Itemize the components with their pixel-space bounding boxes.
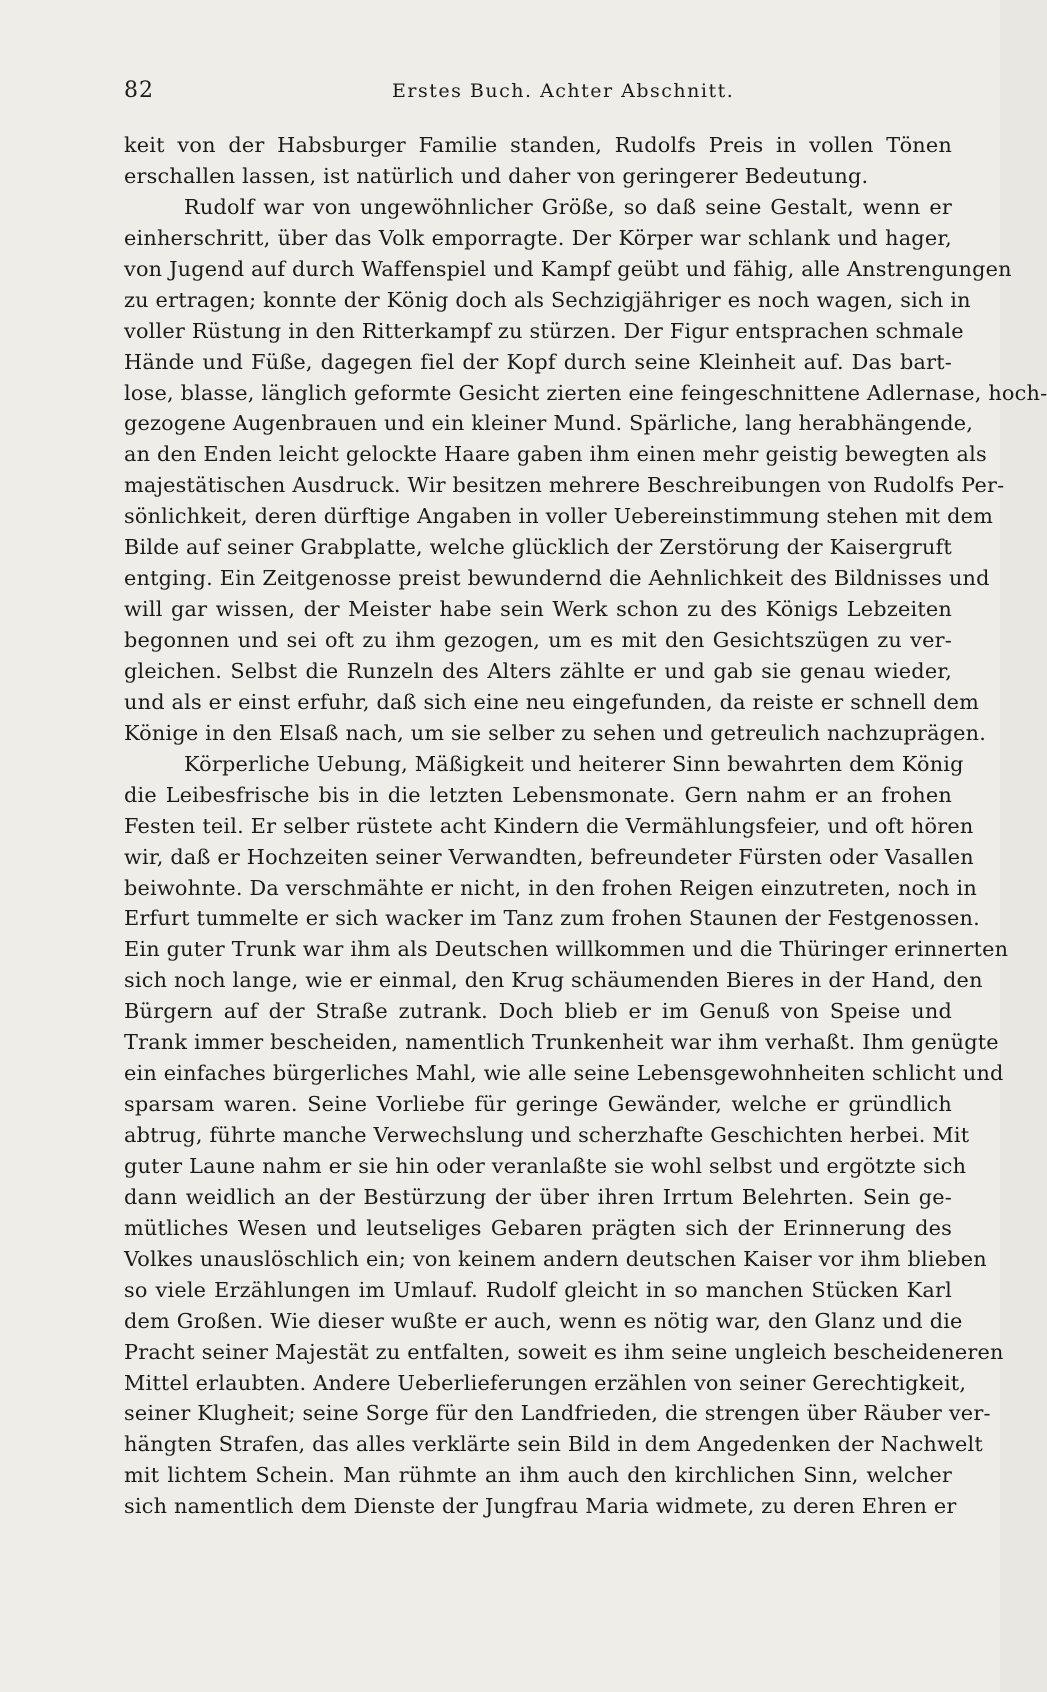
text-line: entging. Ein Zeitgenosse preist bewundernd die Aehnlichkeit des Bildnisses und [124,566,990,591]
text-line: sönlichkeit, deren dürftige Angaben in voller Uebereinstimmung stehen mit dem [124,504,994,529]
text-line: Trank immer bescheiden, namentlich Trunkenheit war ihm verhaßt. Ihm genügte [124,1030,999,1055]
text-line: lose, blasse, länglich geformte Gesicht zierten eine feingeschnittene Adlernase, hoch- [124,380,1047,405]
text-line: Erfurt tummelte er sich wacker im Tanz zum frohen Staunen der Festgenossen. [124,906,980,931]
running-head: Erstes Buch. Achter Abschnitt. [392,80,735,102]
text-line: sparsam waren. Seine Vorliebe für geringe Gewänder, welche er gründlich [124,1092,952,1117]
text-line: und als er einst erfuhr, daß sich eine neu eingefunden, da reiste er schnell dem [124,689,980,714]
body-text [124,130,1047,1522]
text-line: dann weidlich an der Bestürzung der über ihren Irrtum Belehrten. Sein ge- [124,1184,952,1209]
text-line: Pracht seiner Majestät zu entfalten, soweit es ihm seine ungleich bescheideneren [124,1339,1004,1364]
text-line: Körperliche Uebung, Mäßigkeit und heiterer Sinn bewahrten dem König [184,751,964,776]
text-line: von Jugend auf durch Waffenspiel und Kampf geübt und fähig, alle Anstrengungen [124,256,1012,281]
text-line: abtrug, führte manche Verwechslung und scherzhafte Geschichten herbei. Mit [124,1123,970,1147]
text-line: guter Laune nahm er sie hin oder veranlaßte sie wohl selbst und ergötzte sich [124,1153,967,1178]
text-line: sich namentlich dem Dienste der Jungfrau Maria widmete, zu deren Ehren er [124,1494,957,1519]
text-line: Hände und Füße, dagegen fiel der Kopf durch seine Kleinheit auf. Das bart- [124,349,952,374]
text-line: dem Großen. Wie dieser wußte er auch, wenn es nötig war, den Glanz und die [124,1308,963,1333]
text-line: majestätischen Ausdruck. Wir besitzen mehrere Beschreibungen von Rudolfs Per- [124,473,1005,498]
text-line: begonnen und sei oft zu ihm gezogen, um es mit den Gesichtszügen zu ver- [124,628,952,652]
text-line: an den Enden leicht gelockte Haare gaben ihm einen mehr geistig bewegten als [124,442,987,467]
text-line: will gar wissen, der Meister habe sein Werk schon zu des Königs Lebzeiten [124,597,952,622]
text-line: zu ertragen; konnte der König doch als Sechzigjähriger es noch wagen, sich in [124,287,971,312]
text-line: mütliches Wesen und leutseliges Gebaren prägten sich der Erinnerung des [124,1215,952,1240]
text-line: die Leibesfrische bis in die letzten Lebensmonate. Gern nahm er an frohen [124,782,952,807]
text-line: seiner Klugheit; seine Sorge für den Landfrieden, die strengen über Räuber ver- [124,1401,991,1426]
text-line: gezogene Augenbrauen und ein kleiner Mund. Spärliche, lang herabhängende, [124,411,974,436]
text-line: einherschritt, über das Volk emporragte. Der Körper war schlank und hager, [124,225,952,250]
page-header [124,78,944,112]
text-line: gleichen. Selbst die Runzeln des Alters zählte er und gab sie genau wieder, [124,658,952,683]
text-line: Rudolf war von ungewöhnlicher Größe, so daß seine Gestalt, wenn er [184,194,952,219]
text-line: erschallen lassen, ist natürlich und daher von geringerer Bedeutung. [124,163,869,188]
text-line: keit von der Habsburger Familie standen, Rudolfs Preis in vollen Tönen [124,133,952,157]
text-line: beiwohnte. Da verschmähte er nicht, in den frohen Reigen einzutreten, noch in [124,875,977,900]
text-line: ein einfaches bürgerliches Mahl, wie alle seine Lebensgewohnheiten schlicht und [124,1061,1004,1086]
text-line: hängten Strafen, das alles verklärte sein Bild in dem Angedenken der Nachwelt [124,1432,983,1457]
text-line: Bilde auf seiner Grabplatte, welche glücklich der Zerstörung der Kaisergruft [124,535,952,560]
text-line: voller Rüstung in den Ritterkampf zu stürzen. Der Figur entsprachen schmale [124,318,964,343]
page-number: 82 [124,78,154,103]
text-line: so viele Erzählungen im Umlauf. Rudolf gleicht in so manchen Stücken Karl [124,1277,952,1302]
text-line: Festen teil. Er selber rüstete acht Kindern die Vermählungsfeier, und oft hören [124,813,974,838]
text-line: mit lichtem Schein. Man rühmte an ihm auch den kirchlichen Sinn, welcher [124,1463,952,1488]
text-line: Mittel erlaubten. Andere Ueberlieferungen erzählen von seiner Gerechtigkeit, [124,1370,967,1395]
text-line: wir, daß er Hochzeiten seiner Verwandten, befreundeter Fürsten oder Vasallen [124,844,974,869]
text-line: Volkes unauslöschlich ein; von keinem andern deutschen Kaiser vor ihm blieben [124,1246,987,1271]
text-line: Ein guter Trunk war ihm als Deutschen willkommen und die Thüringer erinnerten [124,937,1009,962]
text-line: Könige in den Elsaß nach, um sie selber zu sehen und getreulich nachzuprägen. [124,720,987,745]
text-line: sich noch lange, wie er einmal, den Krug schäumenden Bieres in der Hand, den [124,968,983,993]
text-line: Bürgern auf der Straße zutrank. Doch blieb er im Genuß von Speise und [124,999,952,1024]
